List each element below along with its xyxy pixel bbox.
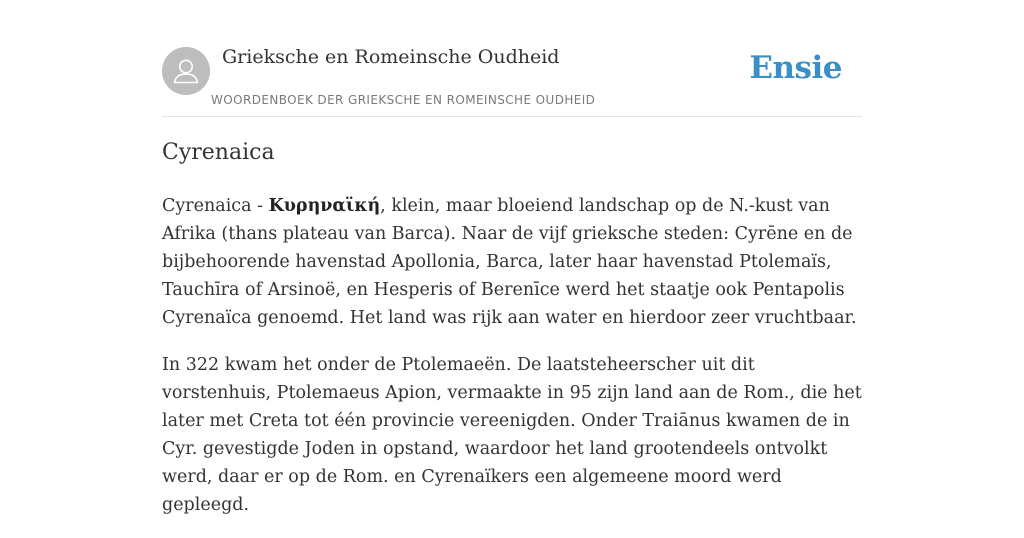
entry-title: Cyrenaica xyxy=(162,140,275,165)
greek-term: Κυρηναϊκή xyxy=(268,196,381,216)
entry-headword: Cyrenaica - xyxy=(162,196,269,216)
entry-paragraph-1-text: , klein, maar bloeiend landschap op de N.-kust van Afrika (thans plateau van Barca). Naar de vijf grieksche steden: Cyrēne en de bijbehoorende havenstad Apollonia, Barca, later haar havenstad Ptolemaïs, Tauchīra of Arsinoë, en Hesperis of Berenīce werd het staatje ook Pentapolis Cyrenaïca genoemd. Het land was rijk aan water en hierdoor zeer vruchtbaar. xyxy=(162,196,857,328)
user-icon[interactable] xyxy=(162,47,210,95)
page-container xyxy=(162,0,862,515)
dictionary-title-link[interactable]: Grieksche en Romeinsche Oudheid xyxy=(222,46,560,68)
ensie-logo[interactable]: Ensie xyxy=(749,50,842,86)
dictionary-subtitle: WOORDENBOEK DER GRIEKSCHE EN ROMEINSCHE OUDHEID xyxy=(211,93,596,107)
entry-body xyxy=(162,192,862,538)
entry-paragraph-2: In 322 kwam het onder de Ptolemaeën. De laatsteheerscher uit dit vorstenhuis, Ptolemaeus Apion, vermaakte in 95 zijn land aan de Rom., die het later met Creta tot één provincie vereenigden. Onder Traiānus kwamen de in Cyr. gevestigde Joden in opstand, waardoor het land grootendeels ontvolkt werd, daar er op de Rom. en Cyrenaïkers een algemeene moord werd gepleegd. xyxy=(162,355,862,515)
dictionary-header xyxy=(162,0,862,117)
entry-paragraph-1 xyxy=(162,192,862,332)
